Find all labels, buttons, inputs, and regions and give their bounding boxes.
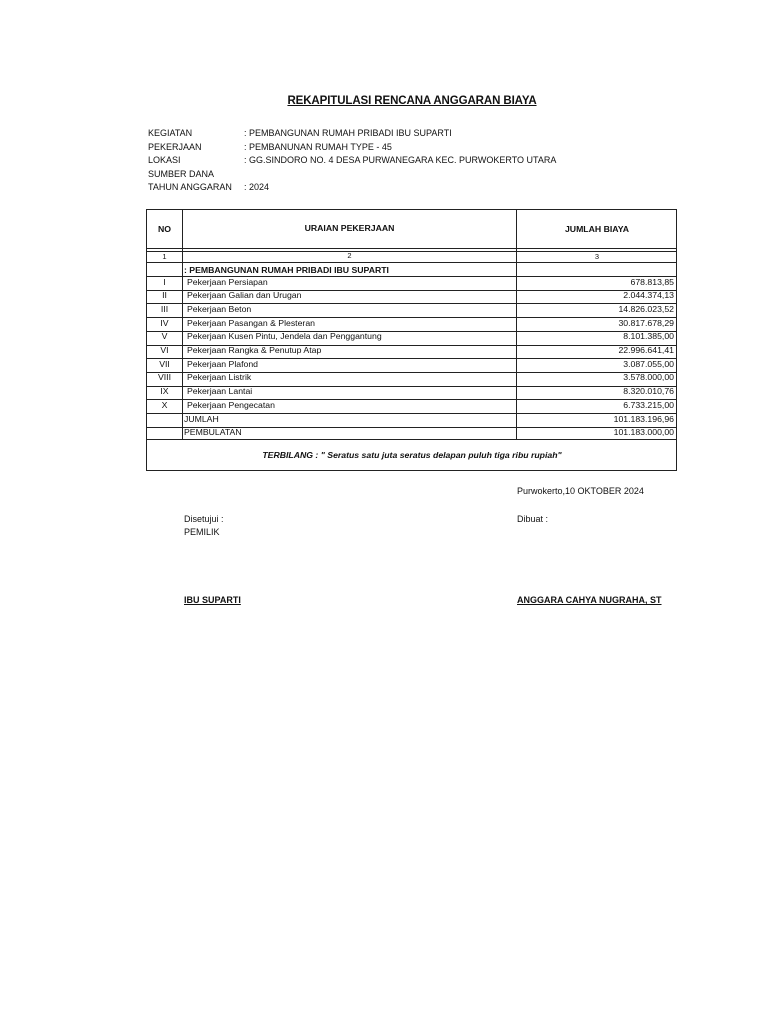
table-rule xyxy=(147,290,676,291)
info-value: : PEMBANUNAN RUMAH TYPE - 45 xyxy=(244,141,392,152)
row-number: IX xyxy=(160,386,169,397)
row-number: II xyxy=(162,290,167,301)
row-number: I xyxy=(163,276,166,287)
jumlah-value: 101.183.196,96 xyxy=(613,413,674,424)
row-number: III xyxy=(160,303,169,314)
info-label: LOKASI xyxy=(148,155,181,166)
row-amount: 22.996.641,41 xyxy=(618,345,674,355)
info-label: PEKERJAAN xyxy=(148,141,202,152)
header-jumlah: JUMLAH BIAYA xyxy=(564,224,630,234)
table-rule xyxy=(147,413,676,414)
info-value: : PEMBANGUNAN RUMAH PRIBADI IBU SUPARTI xyxy=(244,128,452,138)
owner-name: IBU SUPARTI xyxy=(184,595,241,605)
row-number: VIII xyxy=(157,372,172,383)
info-value: : GG.SINDORO NO. 4 DESA PURWANEGARA KEC. PURWOKERTO UTARA xyxy=(244,155,557,166)
table-rule xyxy=(147,331,676,332)
row-amount: 8.101.385,00 xyxy=(623,331,674,342)
info-label: KEGIATAN xyxy=(148,128,193,138)
header-uraian: URAIAN PEKERJAAN xyxy=(304,223,395,233)
document-title: REKAPITULASI RENCANA ANGGARAN BIAYA xyxy=(287,95,537,107)
index-jumlah: 3 xyxy=(594,252,600,261)
table-rule xyxy=(147,399,676,400)
pembulatan-value: 101.183.000,00 xyxy=(613,427,674,438)
row-amount: 2.044.374,13 xyxy=(623,290,674,301)
place-date: Purwokerto,10 OKTOBER 2024 xyxy=(517,486,644,496)
row-amount: 3.578.000,00 xyxy=(623,372,674,383)
table-rule xyxy=(182,210,183,439)
table-rule xyxy=(147,317,676,318)
owner-label: PEMILIK xyxy=(184,527,220,537)
row-amount: 8.320.010,76 xyxy=(623,386,674,397)
terbilang-text: TERBILANG : " Seratus satu juta seratus delapan puluh tiga ribu rupiah" xyxy=(262,450,562,460)
row-number: VI xyxy=(160,345,169,355)
row-description: Pekerjaan Listrik xyxy=(187,372,252,383)
row-amount: 30.817.678,29 xyxy=(618,317,674,328)
row-number: V xyxy=(161,331,168,342)
table-rule xyxy=(147,303,676,304)
budget-table xyxy=(146,209,677,471)
row-number: X xyxy=(161,399,168,410)
row-description: Pekerjaan Pengecatan xyxy=(187,399,275,410)
row-description: Pekerjaan Lantai xyxy=(187,386,253,397)
info-label: TAHUN ANGGARAN xyxy=(148,182,232,193)
row-description: Pekerjaan Rangka & Penutup Atap xyxy=(187,345,322,355)
table-rule xyxy=(147,262,676,263)
row-description: Pekerjaan Pasangan & Plesteran xyxy=(187,317,315,328)
table-rule xyxy=(147,372,676,373)
table-rule xyxy=(147,358,676,359)
table-rule xyxy=(147,345,676,346)
pembulatan-label: PEMBULATAN xyxy=(184,427,242,438)
table-rule xyxy=(147,276,676,277)
jumlah-label: JUMLAH xyxy=(184,413,219,424)
row-description: Pekerjaan Beton xyxy=(187,303,252,314)
row-description: Pekerjaan Kusen Pintu, Jendela dan Penggantung xyxy=(187,331,382,342)
made-by-label: Dibuat : xyxy=(517,514,549,524)
index-uraian: 2 xyxy=(347,251,352,260)
row-description: Pekerjaan Persiapan xyxy=(187,276,268,287)
info-label: SUMBER DANA xyxy=(148,168,215,179)
row-description: Pekerjaan Plafond xyxy=(187,358,258,369)
approved-label: Disetujui : xyxy=(184,514,224,524)
row-amount: 14.826.023,52 xyxy=(618,303,674,314)
index-no: 1 xyxy=(162,252,167,261)
table-rule xyxy=(147,386,676,387)
info-value: : 2024 xyxy=(244,182,270,193)
section-title: : PEMBANGUNAN RUMAH PRIBADI IBU SUPARTI xyxy=(184,265,389,275)
preparer-name: ANGGARA CAHYA NUGRAHA, ST xyxy=(517,595,662,605)
row-description: Pekerjaan Galian dan Urugan xyxy=(187,290,302,301)
header-no: NO xyxy=(157,224,172,234)
row-amount: 3.087.055,00 xyxy=(623,358,674,369)
row-number: VII xyxy=(159,358,170,369)
row-amount: 6.733.215,00 xyxy=(623,399,674,410)
table-rule xyxy=(147,427,676,428)
row-amount: 678.813,85 xyxy=(630,276,674,287)
row-number: IV xyxy=(160,317,169,328)
table-rule xyxy=(147,248,676,249)
